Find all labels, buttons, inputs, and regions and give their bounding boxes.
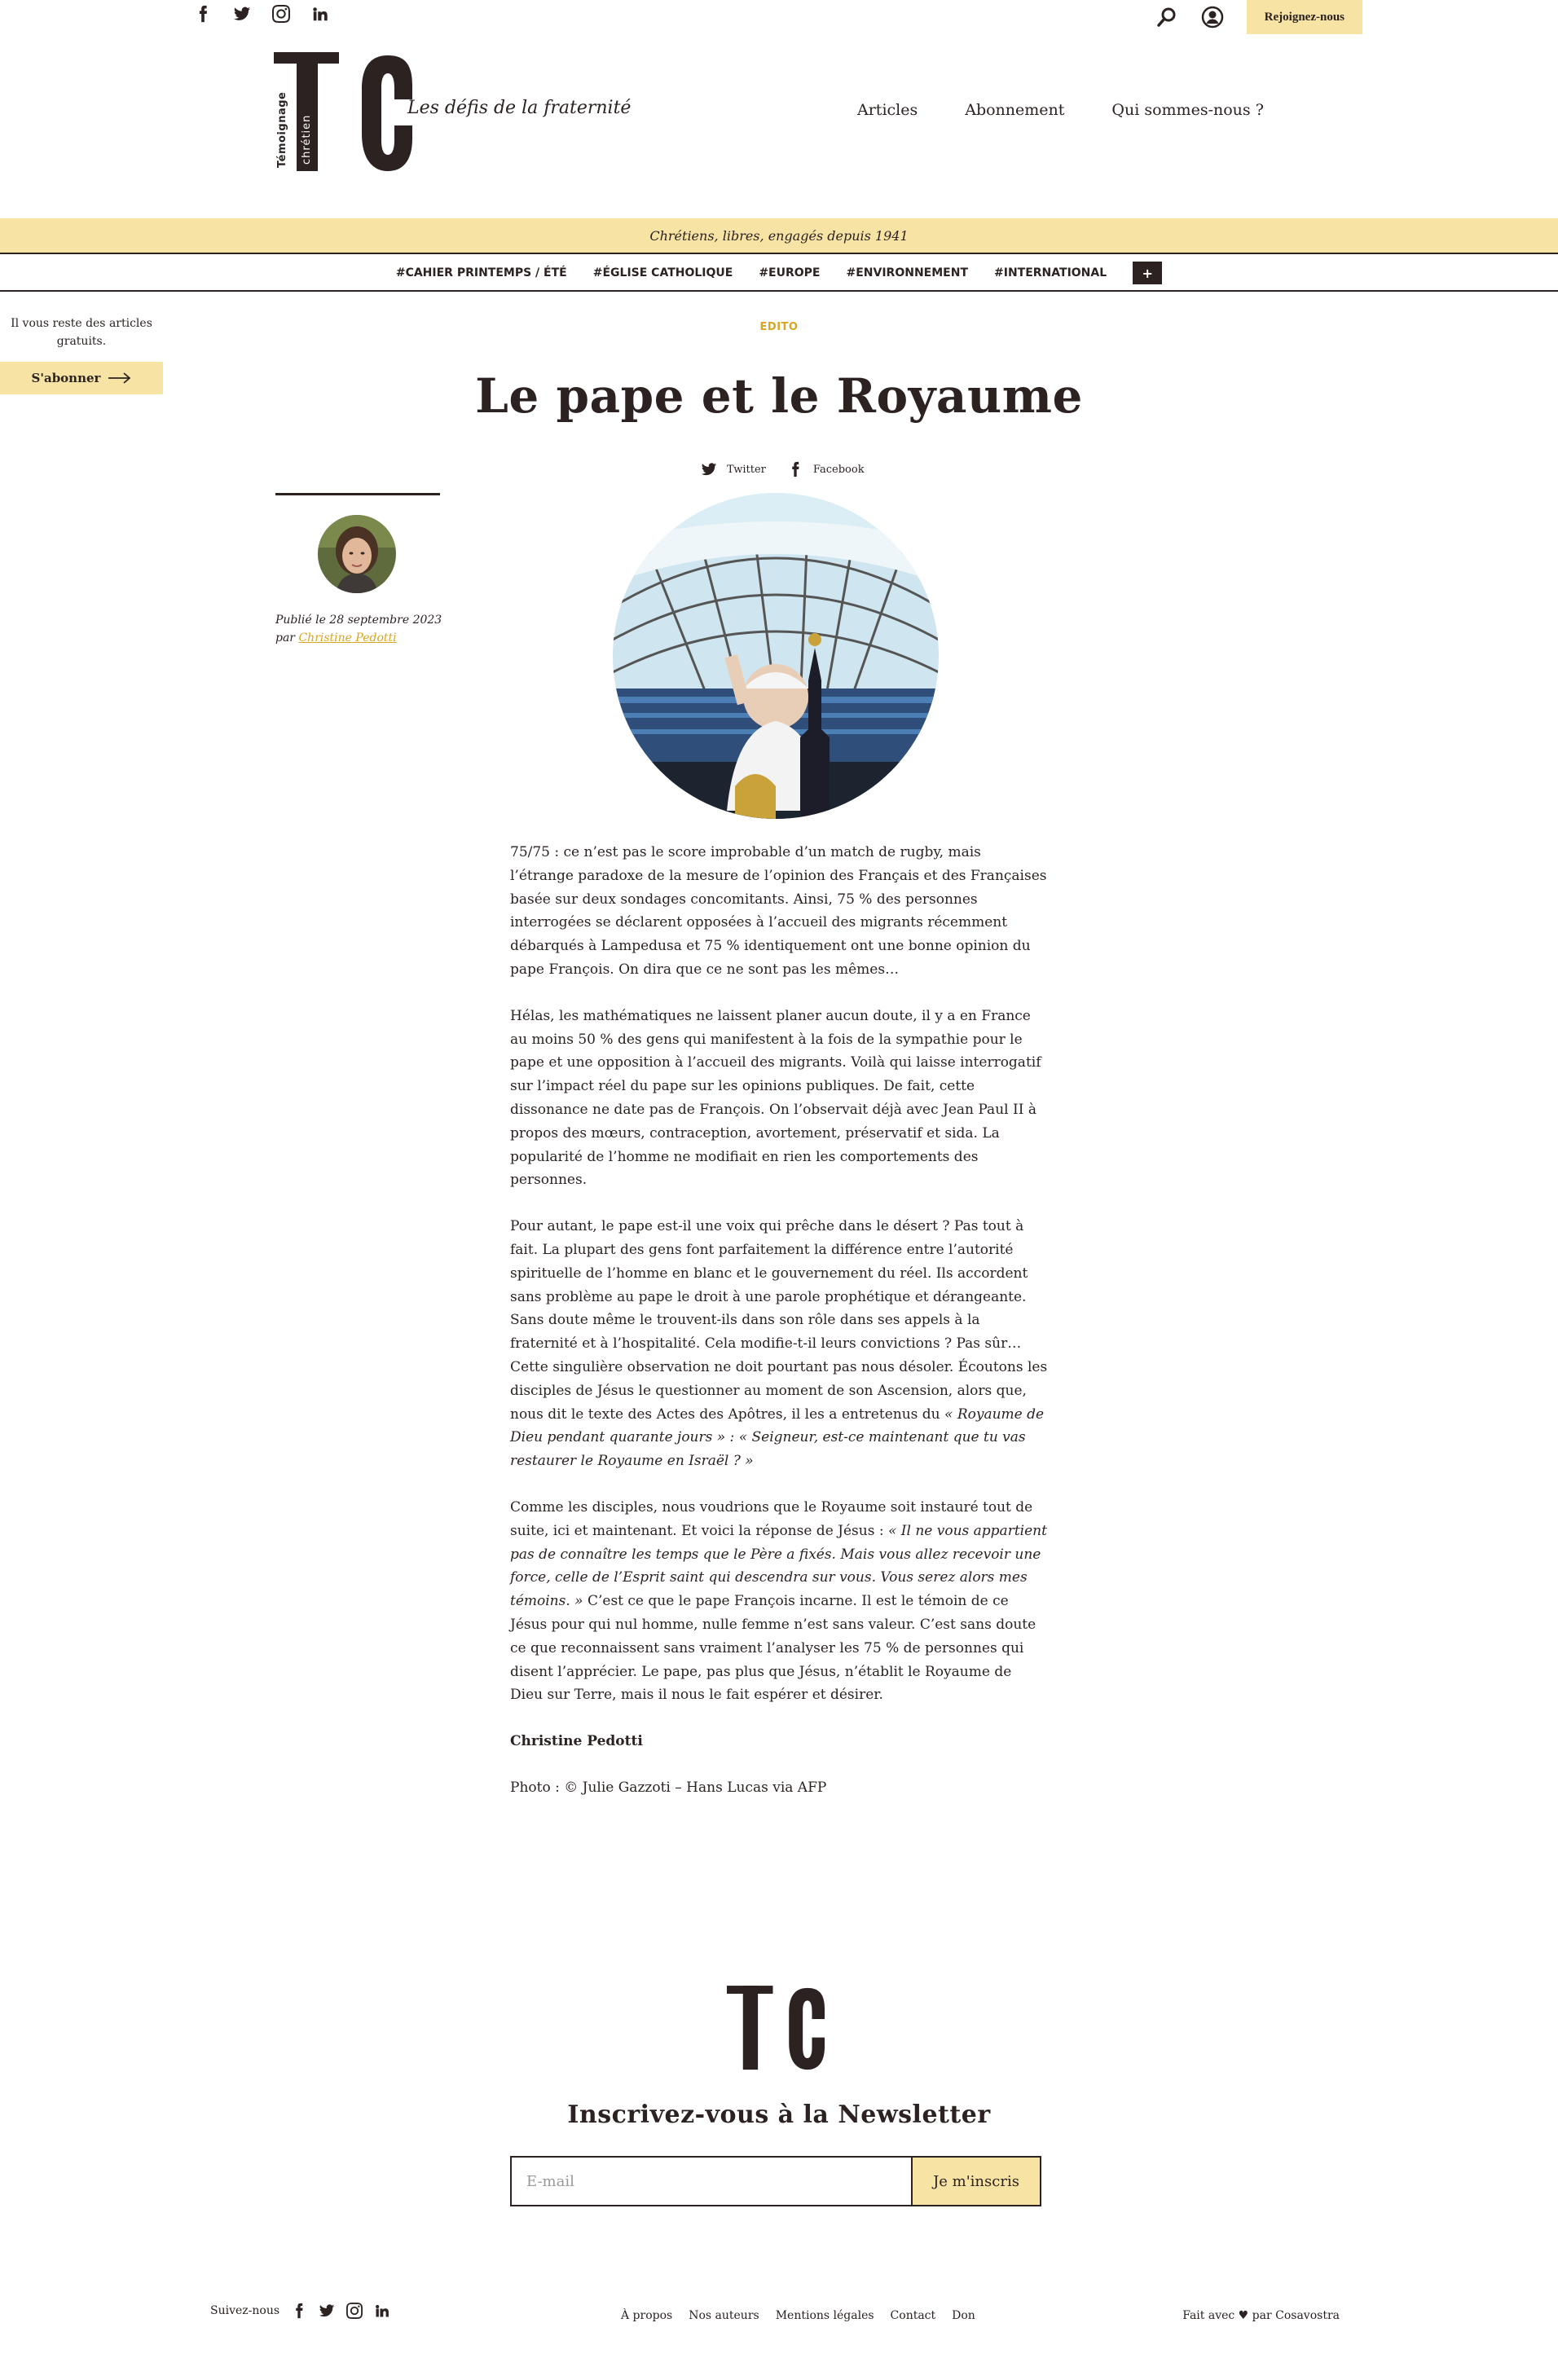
facebook-icon[interactable] xyxy=(194,5,212,23)
paragraph-4-text-end: C’est ce que le pape François incarne. Il est le témoin de ce Jésus pour qui nul homme, nulle femme n’est sans valeur. C’est sans doute ce que reconnaissent sans vraiment l’analyser les 75 % de personnes qui disent l’apprécier. Le pape, pas plus que Jésus, n’établit le Royaume de Dieu sur Terre, mais il nous le fait espérer et désirer. xyxy=(510,1593,1036,1704)
newsletter-title: Inscrivez-vous à la Newsletter xyxy=(567,2101,991,2129)
tag-europe[interactable]: #EUROPE xyxy=(759,266,821,279)
nav-articles[interactable]: Articles xyxy=(857,101,918,119)
article-category[interactable]: EDITO xyxy=(759,321,799,333)
newsletter-email-input[interactable] xyxy=(512,2158,911,2205)
site-logo[interactable] xyxy=(274,52,412,174)
share-facebook[interactable]: Facebook xyxy=(812,463,865,476)
footer-link-contact[interactable]: Contact xyxy=(890,2309,936,2322)
instagram-icon[interactable] xyxy=(346,2303,363,2319)
author-divider xyxy=(275,493,440,495)
logo-text xyxy=(275,51,315,173)
twitter-icon[interactable] xyxy=(233,5,251,23)
footer-link-don[interactable]: Don xyxy=(952,2309,975,2322)
credits[interactable]: Fait avec ♥ par Cosavostra xyxy=(1182,2309,1340,2322)
slogan-banner: Chrétiens, libres, engagés depuis 1941 xyxy=(0,218,1558,254)
tag-international[interactable]: #INTERNATIONAL xyxy=(994,266,1107,279)
footer-link-nos-auteurs[interactable]: Nos auteurs xyxy=(689,2309,759,2322)
footer-logo-graphic xyxy=(727,1985,825,2073)
paragraph-4 xyxy=(510,1496,1048,1707)
newsletter-form xyxy=(510,2156,1041,2206)
logo-line2: chrétien xyxy=(301,114,313,165)
paragraph-3-quote: « Royaume de Dieu pendant quarante jours » : « Seigneur, est-ce maintenant que tu vas restaurer le Royaume en Israël ? » xyxy=(510,1406,1045,1470)
top-actions xyxy=(1155,0,1362,34)
share-links xyxy=(701,461,865,477)
publication-info xyxy=(275,611,442,647)
footer-link-mentions[interactable]: Mentions légales xyxy=(775,2309,874,2322)
top-social-links xyxy=(194,5,329,23)
main-nav xyxy=(857,101,1264,119)
share-twitter[interactable]: Twitter xyxy=(727,463,766,476)
newsletter-submit-button[interactable]: Je m'inscris xyxy=(911,2158,1040,2205)
logo-line1: Témoignage xyxy=(276,91,288,168)
article-hero-image xyxy=(613,493,939,819)
photo-credit: Photo : © Julie Gazzoti – Hans Lucas via AFP xyxy=(510,1779,827,1796)
author-byline xyxy=(275,629,442,647)
search-icon[interactable] xyxy=(1155,6,1178,29)
article-title: Le pape et le Royaume xyxy=(475,368,1083,424)
facebook-icon[interactable] xyxy=(291,2303,307,2319)
tag-eglise[interactable]: #ÉGLISE CATHOLIQUE xyxy=(592,266,733,279)
footer-logo[interactable] xyxy=(727,1985,825,2076)
twitter-icon[interactable] xyxy=(701,461,717,477)
footer-link-a-propos[interactable]: À propos xyxy=(621,2309,673,2322)
paragraph-2: Hélas, les mathématiques ne laissent planer aucun doute, il y a en France au moins 50 % des gens qui manifestent à la fois de la sympathie pour le pape et une opposition à l’accueil des migrants. Voilà qui laisse interrogatif sur l’impact réel du pape sur les opinions publiques. De fait, cette dissonance ne date pas de François. On l’observait déjà avec Jean Paul II à propos des mœurs, contraception, avortement, préservatif et sida. La popularité de l’homme ne modifiait en rien les comportements des personnes. xyxy=(510,1007,1041,1189)
footer-links xyxy=(621,2309,975,2322)
twitter-icon[interactable] xyxy=(319,2303,335,2319)
free-articles-notice: Il vous reste des articles gratuits. xyxy=(11,317,152,348)
paragraph-3 xyxy=(510,1215,1048,1473)
tag-cahier[interactable]: #CAHIER PRINTEMPS / ÉTÉ xyxy=(395,266,567,279)
account-icon[interactable] xyxy=(1201,6,1224,29)
more-tags-button[interactable]: + xyxy=(1133,262,1162,284)
paragraph-4-quote: « Il ne vous appartient pas de connaître les temps que le Père a fixés. Mais vous allez recevoir une force, celle de l’Esprit saint qui descendra sur vous. Vous serez alors mes témoins. » xyxy=(510,1522,1047,1610)
site-tagline: Les défis de la fraternité xyxy=(407,98,632,118)
facebook-icon[interactable] xyxy=(787,461,803,477)
paragraph-1: 75/75 : ce n’est pas le score improbable d’un match de rugby, mais l’étrange paradoxe de la mesure de l’opinion des Français et des Françaises basée sur deux sondages concomitants. Ainsi, 75 % des personnes interrogées se déclarent opposées à l’accueil des migrants récemment débarqués à Lampedusa et 75 % identiquement ont une bonne opinion du pape François. On dira que ce ne sont pas les mêmes… xyxy=(510,844,1047,978)
join-button[interactable]: Rejoignez-nous xyxy=(1247,0,1362,34)
paragraph-4-text: Comme les disciples, nous voudrions que le Royaume soit instauré tout de suite, ici et maintenant. Et voici la réponse de Jésus : xyxy=(510,1498,1033,1539)
follow-label: Suivez-nous xyxy=(210,2304,280,2317)
nav-qui-sommes-nous[interactable]: Qui sommes-nous ? xyxy=(1111,101,1264,119)
instagram-icon[interactable] xyxy=(272,5,290,23)
article-signature: Christine Pedotti xyxy=(510,1733,643,1750)
nav-abonnement[interactable]: Abonnement xyxy=(965,101,1065,119)
tag-environnement[interactable]: #ENVIRONNEMENT xyxy=(846,266,968,279)
article-body xyxy=(510,841,1048,1823)
tag-bar xyxy=(0,256,1558,292)
publish-date: Publié le 28 septembre 2023 xyxy=(275,614,442,627)
paragraph-3-text: Pour autant, le pape est-il une voix qui prêche dans le désert ? Pas tout à fait. La plupart des gens font parfaitement la différence entre l’autorité spirituelle de l’homme en blanc et le gouvernement du réel. Ils accordent sans problème au pape le droit à une parole prophétique et dérangeante. Sans doute même le trouvent-ils dans son rôle dans ses appels à la fraternité et à l’hospitalité. Cela modifie-t-il leurs convictions ? Pas sûr… Cette singulière observation ne doit pourtant pas nous désoler. Écoutons les disciples de Jésus le questionner au moment de son Ascension, alors que, nous dit le texte des Actes des Apôtres, il les a entretenus du xyxy=(510,1218,1048,1423)
author-avatar xyxy=(318,515,396,593)
linkedin-icon[interactable] xyxy=(311,5,329,23)
by-label: par xyxy=(275,631,296,644)
subscribe-label: S'abonner xyxy=(31,371,101,385)
linkedin-icon[interactable] xyxy=(374,2303,390,2319)
footer-follow xyxy=(210,2303,390,2319)
author-link[interactable]: Christine Pedotti xyxy=(298,631,397,644)
